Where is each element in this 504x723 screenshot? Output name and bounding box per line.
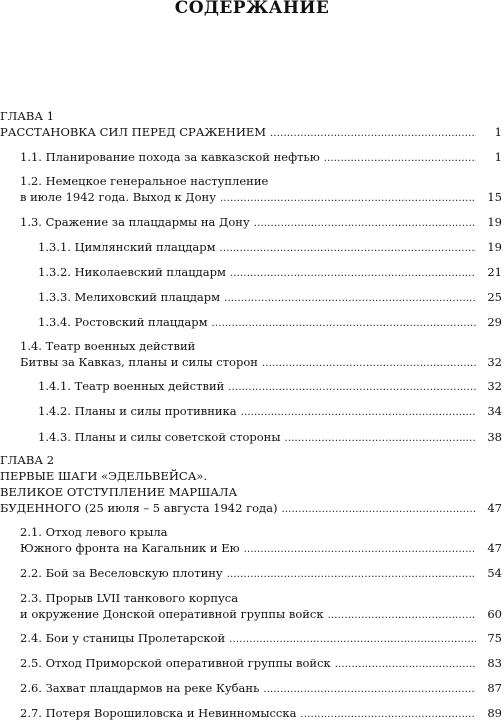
leader-dots [263, 680, 476, 698]
toc-entry-2-3[interactable] [20, 606, 502, 622]
leader-dots [241, 403, 476, 421]
leader-dots [300, 705, 476, 723]
toc-page-number: 34 [487, 404, 502, 418]
leader-dots [224, 289, 476, 307]
toc-entry-title: 2.6. Захват плацдармов на реке Кубань [20, 681, 260, 695]
toc-entry-title: 1.3. Сражение за плацдармы на Дону [20, 215, 250, 229]
chapter-2-title-line1[interactable]: ПЕРВЫЕ ШАГИ «ЭДЕЛЬВЕЙСА». [0, 469, 208, 483]
toc-entry-title: 1.1. Планирование похода за кавказской нефтью [20, 150, 320, 164]
toc-page-number: 54 [487, 566, 502, 580]
toc-entry-title: в июле 1942 года. Выход к Дону [20, 190, 216, 204]
leader-dots [220, 189, 476, 207]
chapter-2-title-line2[interactable]: ВЕЛИКОЕ ОТСТУПЛЕНИЕ МАРШАЛА [0, 485, 238, 499]
leader-dots [220, 239, 476, 257]
toc-page-number: 1 [494, 125, 502, 139]
toc-entry-1-3-3[interactable] [38, 289, 502, 305]
leader-dots [284, 429, 476, 447]
toc-page-number: 89 [487, 706, 502, 720]
toc-page-number: 47 [487, 541, 502, 555]
toc-entry-title: и окружение Донской оперативной группы войск [20, 607, 324, 621]
toc-entry-title: 1.3.4. Ростовский плацдарм [38, 315, 208, 329]
toc-page-number: 29 [487, 315, 502, 329]
leader-dots [229, 630, 476, 648]
toc-entry-title: 1.4.3. Планы и силы советской стороны [38, 430, 281, 444]
chapter-1-label: ГЛАВА 1 [0, 109, 55, 123]
toc-page-number: 25 [487, 290, 502, 304]
leader-dots [335, 655, 476, 673]
toc-page-number: 1 [494, 150, 502, 164]
toc-entry-title: 2.7. Потеря Ворошиловска и Невинномысска [20, 706, 297, 720]
toc-entry-title: 1.4.2. Планы и силы противника [38, 404, 237, 418]
page-title: СОДЕРЖАНИЕ [174, 0, 330, 18]
toc-entry-title: 2.4. Бои у станицы Пролетарской [20, 631, 226, 645]
toc-entry-1-4-line1[interactable]: 1.4. Театр военных действий [20, 339, 196, 353]
toc-entry-1-3-1[interactable] [38, 239, 502, 255]
toc-entry-title: Южного фронта на Кагальник и Ею [20, 541, 240, 555]
toc-page-number: 75 [487, 631, 502, 645]
toc-entry-2-7[interactable] [20, 705, 502, 721]
toc-entry-1-4-3[interactable] [38, 429, 502, 445]
toc-entry-title: 2.2. Бой за Веселовскую плотину [20, 566, 223, 580]
toc-entry-title: 1.4.1. Театр военных действий [38, 379, 225, 393]
leader-dots [230, 264, 476, 282]
toc-entry-1-4-1[interactable] [38, 378, 502, 394]
toc-page-number: 47 [487, 501, 502, 515]
toc-entry-1-3-2[interactable] [38, 264, 502, 280]
leader-dots [262, 354, 476, 372]
toc-entry-1-4[interactable] [20, 354, 502, 370]
toc-entry-2-1-line1[interactable]: 2.1. Отход левого крыла [20, 525, 168, 539]
toc-page-number: 19 [487, 240, 502, 254]
leader-dots [324, 149, 476, 167]
toc-entry-title: 2.5. Отход Приморской оперативной группы войск [20, 656, 331, 670]
toc-entry-chapter-2[interactable] [0, 500, 502, 516]
toc-entry-1-4-2[interactable] [38, 403, 502, 419]
leader-dots [244, 540, 476, 558]
chapter-2-label: ГЛАВА 2 [0, 453, 55, 467]
leader-dots [281, 500, 476, 518]
toc-entry-title: Битвы за Кавказ, планы и силы сторон [20, 355, 258, 369]
toc-page-number: 19 [487, 215, 502, 229]
toc-page-number: 21 [487, 265, 502, 279]
toc-page-number: 15 [487, 190, 502, 204]
toc-page-number: 87 [487, 681, 502, 695]
toc-page-number: 32 [487, 379, 502, 393]
toc-entry-title: БУДЕННОГО (25 июля – 5 августа 1942 года) [0, 501, 278, 515]
leader-dots [212, 314, 476, 332]
leader-dots [254, 214, 476, 232]
toc-page-number: 32 [487, 355, 502, 369]
toc-entry-1-3[interactable] [20, 214, 502, 230]
toc-entry-2-6[interactable] [20, 680, 502, 696]
toc-entry-1-2[interactable] [20, 189, 502, 205]
toc-entry-title: 1.3.2. Николаевский плацдарм [38, 265, 226, 279]
toc-entry-1-2-line1[interactable]: 1.2. Немецкое генеральное наступление [20, 174, 269, 188]
leader-dots [328, 606, 476, 624]
toc-entry-1-3-4[interactable] [38, 314, 502, 330]
leader-dots [270, 124, 476, 142]
toc-entry-2-4[interactable] [20, 630, 502, 646]
toc-entry-1-1[interactable] [20, 149, 502, 165]
toc-entry-title: РАССТАНОВКА СИЛ ПЕРЕД СРАЖЕНИЕМ [0, 125, 267, 139]
toc-page-number: 60 [487, 607, 502, 621]
toc-entry-2-1[interactable] [20, 540, 502, 556]
toc-entry-2-3-line1[interactable]: 2.3. Прорыв LVII танкового корпуса [20, 591, 239, 605]
toc-entry-title: 1.3.3. Мелиховский плацдарм [38, 290, 221, 304]
toc-entry-title: 1.3.1. Цимлянский плацдарм [38, 240, 216, 254]
toc-entry-2-5[interactable] [20, 655, 502, 671]
leader-dots [228, 378, 476, 396]
toc-page-number: 83 [487, 656, 502, 670]
toc-entry-2-2[interactable] [20, 565, 502, 581]
leader-dots [227, 565, 476, 583]
toc-page-number: 38 [487, 430, 502, 444]
toc-entry-chapter-1[interactable] [0, 124, 502, 140]
